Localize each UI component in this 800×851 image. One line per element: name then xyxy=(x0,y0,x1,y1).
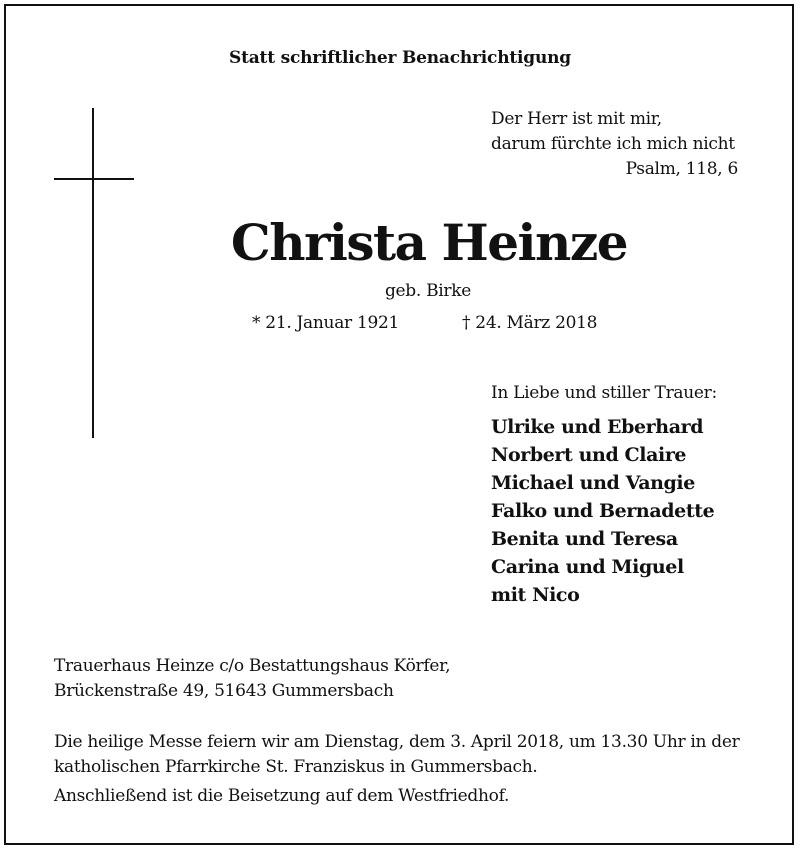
mass-announcement xyxy=(54,730,754,780)
mourners-list xyxy=(491,413,714,609)
mourner-name: Falko und Bernadette xyxy=(491,500,715,522)
address-line-1: Trauerhaus Heinze c/o Bestattungshaus Körfer, xyxy=(54,656,451,676)
mourner-name: Michael und Vangie xyxy=(491,472,695,494)
verse-line-2: darum fürchte ich mich nicht xyxy=(491,134,735,154)
verse-line-1: Der Herr ist mit mir, xyxy=(491,109,662,129)
deceased-name: Christa Heinze xyxy=(230,213,628,272)
maiden-name: geb. Birke xyxy=(384,281,472,301)
verse-reference: Psalm, 118, 6 xyxy=(625,159,738,179)
mourner-name: Ulrike und Eberhard xyxy=(491,416,704,438)
notice-header: Statt schriftlicher Benachrichtigung xyxy=(229,48,571,68)
birth-date: * 21. Januar 1921 xyxy=(252,313,400,333)
service-line-2: katholischen Pfarrkirche St. Franziskus in Gummersbach. xyxy=(54,757,538,777)
mourner-name: Norbert und Claire xyxy=(491,444,687,466)
service-line-1: Die heilige Messe feiern wir am Dienstag, dem 3. April 2018, um 13.30 Uhr in der xyxy=(54,732,740,752)
mourning-house-address xyxy=(54,654,450,704)
cross-horizontal-bar xyxy=(54,178,134,180)
death-date: † 24. März 2018 xyxy=(462,313,598,333)
mourning-intro: In Liebe und stiller Trauer: xyxy=(491,383,717,403)
address-line-2: Brückenstraße 49, 51643 Gummersbach xyxy=(54,681,394,701)
burial-announcement: Anschließend ist die Beisetzung auf dem Westfriedhof. xyxy=(54,786,510,806)
mourner-name: Carina und Miguel xyxy=(491,556,684,578)
mourner-name: Benita und Teresa xyxy=(491,528,678,550)
bible-verse xyxy=(491,107,738,182)
mourner-name: mit Nico xyxy=(491,584,580,606)
cross-vertical-bar xyxy=(92,108,94,438)
